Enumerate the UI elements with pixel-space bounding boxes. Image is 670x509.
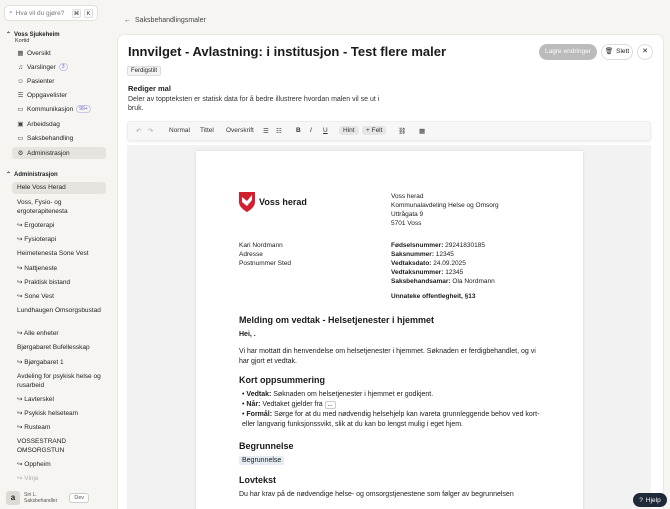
summary-list: • Vedtak: Søknaden om helsetjenester i hjemmet er godkjent. • Når: Vedtaket gjelder fra ... • Formål: Sørge for at du med nødvendig helsehjelp kan ivareta grunnleggende behov ved kort- eller langvarig funksjonssvikt, slik at du kan bo lengst mulig i eget hjem. <box>242 390 542 430</box>
italic-button[interactable]: I <box>310 127 312 134</box>
sidebar-item-oppgavelister[interactable]: ☰ Oppgavelister <box>17 91 68 99</box>
trash-icon: 🗑 <box>604 48 614 55</box>
unit-lundhaugen[interactable]: Lundhaugen Omsorgsbustad <box>17 307 101 314</box>
unit-oppheim[interactable]: ↪ Oppheim <box>17 461 51 468</box>
shortcut-cmd: ⌘ <box>73 10 80 17</box>
arrow-right-icon: ↪ <box>17 410 25 417</box>
folder-icon: ▭ <box>17 135 24 142</box>
delete-button[interactable]: 🗑 Slett <box>601 44 633 60</box>
search-icon: ⌕ <box>9 9 13 16</box>
unit-fysioterapi[interactable]: ↪ Fysioterapi <box>17 236 57 243</box>
bold-button[interactable]: B <box>296 127 301 134</box>
recipient-address: Kari Nordmann Adresse Postnummer Sted <box>239 242 292 267</box>
redo-icon[interactable]: ↷ <box>148 128 154 135</box>
search-box[interactable] <box>4 5 98 21</box>
message-badge: 99+ <box>76 105 90 113</box>
sidebar <box>0 0 113 509</box>
unit-psykisk-helseteam[interactable]: ↪ Psykisk helseteam <box>17 410 79 417</box>
unit-alle-enheter[interactable]: ↪ Alle enheter <box>17 330 59 337</box>
user-footer <box>0 487 113 509</box>
doc-heading-reason: Begrunnelse <box>239 441 294 451</box>
hint-button[interactable]: Hint <box>339 126 359 135</box>
arrow-right-icon: ↪ <box>17 265 25 272</box>
admin-section-toggle[interactable]: ⌃ Administrasjon <box>6 171 58 178</box>
case-metadata: Fødselsnummer: 29241830185 Saksnummer: 12345 Vedtaksdato: 24.09.2025 Vedtaksnummer: 12345 Saksbehandsamar: Ola Nordmann Unnateke offentlegheit, §13 <box>391 242 495 300</box>
bell-icon: ♫ <box>18 63 23 71</box>
doc-law-text: Du har krav på de nødvendige helse- og omsorgstjenestene som følger av begrunnelsen <box>239 491 514 498</box>
save-button[interactable]: Lagre endringer <box>539 44 597 60</box>
page-title: Innvilget - Avlastning: i institusjon - Test flere maler <box>128 44 447 59</box>
chevron-up-icon: ⌃ <box>6 32 12 38</box>
arrow-right-icon: ↪ <box>17 293 25 300</box>
reason-field[interactable]: Begrunnelse <box>239 456 539 466</box>
doc-greeting: Hei, . <box>239 331 256 338</box>
document-page[interactable] <box>196 151 583 509</box>
arrow-right-icon: ↪ <box>17 236 25 243</box>
edit-heading: Rediger mal <box>128 84 171 93</box>
sidebar-item-kommunikasjon[interactable]: ▭ Kommunikasjon 99+ <box>12 103 106 115</box>
search-placeholder: Hva vil du gjøre? <box>15 9 65 17</box>
org-section-toggle[interactable]: ⌃ Voss Sjukeheim <box>6 31 60 38</box>
shortcut-k: K <box>84 9 93 18</box>
brand-logo: Voss herad <box>238 191 307 213</box>
sidebar-item-saksbehandling[interactable]: ▭ Saksbehandling <box>17 134 74 142</box>
users-icon: ☺ <box>17 77 24 85</box>
unit-heimetenesta[interactable]: Heimetenesta Sone Vest <box>17 250 89 257</box>
link-icon[interactable]: ⛓ <box>398 128 407 135</box>
environment-badge: Dev <box>69 493 89 503</box>
coat-of-arms-icon <box>238 191 256 213</box>
table-icon[interactable]: ▦ <box>419 128 426 135</box>
unit-nattjeneste[interactable]: ↪ Nattjeneste <box>17 265 58 272</box>
chat-icon: ▭ <box>17 106 24 113</box>
unit-praktisk-bistand[interactable]: ↪ Praktisk bistand <box>17 279 71 286</box>
unit-bjorgabaret-bufellesskap[interactable]: Bjørgabaret Bufellesskap <box>17 344 90 351</box>
calendar-icon: ▣ <box>17 121 24 128</box>
format-normal[interactable]: Normal <box>169 127 190 134</box>
sidebar-item-pasienter[interactable]: ☺ Pasienter <box>17 77 55 85</box>
close-icon: ✕ <box>642 48 648 55</box>
add-field-button[interactable]: + Felt <box>362 126 386 135</box>
ordered-list-icon[interactable]: ☷ <box>276 128 282 135</box>
doc-intro: Vi har mottatt din henvendelse om helsetjenester i hjemmet. Søknaden er ferdigbehandlet, og vi har gjort et vedtak. <box>239 348 536 365</box>
arrow-right-icon: ↪ <box>17 222 25 229</box>
status-badge: Ferdigstilt <box>127 66 161 76</box>
user-info[interactable]: Siri L. Saksbehandler <box>24 492 58 504</box>
unit-vinje[interactable]: ↪ Vinje <box>17 475 39 482</box>
doc-heading-summary: Kort oppsummering <box>239 375 326 385</box>
arrow-right-icon: ↪ <box>17 359 25 366</box>
unit-psykisk-helse-rus[interactable]: Avdeling for psykisk helse og rusarbeid <box>17 373 101 389</box>
close-button[interactable] <box>637 44 653 60</box>
unit-rusteam[interactable]: ↪ Rusteam <box>17 424 51 431</box>
arrow-left-icon: ← <box>124 17 131 24</box>
sidebar-item-arbeidsdag[interactable]: ▣ Arbeidsdag <box>17 120 60 128</box>
undo-icon[interactable]: ↶ <box>136 128 142 135</box>
edit-description: Deler av toppteksten er statisk data for å bedre illustrere hvordan malen vil se ut i bruk. <box>128 96 380 112</box>
template-editor-panel <box>118 35 663 509</box>
format-heading[interactable]: Overskrift <box>226 127 254 134</box>
org-subtitle: Kortid <box>15 38 30 44</box>
arrow-right-icon: ↪ <box>17 475 25 482</box>
editor-toolbar <box>127 121 651 141</box>
app-logo: a <box>6 491 20 505</box>
grid-icon: ▦ <box>17 50 24 57</box>
arrow-right-icon: ↪ <box>17 279 25 286</box>
unit-hele-voss-herad[interactable]: Hele Voss Herad <box>12 182 106 194</box>
sidebar-item-varslinger[interactable]: ♫ Varslinger 3 <box>12 61 106 73</box>
list-icon: ☰ <box>17 92 24 99</box>
sidebar-item-administrasjon[interactable]: ⚙ Administrasjon <box>12 147 106 159</box>
unit-sone-vest[interactable]: ↪ Sone Vest <box>17 293 54 300</box>
doc-heading-main: Melding om vedtak - Helsetjenester i hjemmet <box>239 315 435 325</box>
sidebar-item-oversikt[interactable]: ▦ Oversikt <box>17 49 51 57</box>
underline-button[interactable]: U <box>323 127 328 134</box>
chevron-up-icon: ⌃ <box>6 172 12 178</box>
arrow-right-icon: ↪ <box>17 330 24 337</box>
gear-icon: ⚙ <box>17 150 24 157</box>
date-field-chip[interactable]: ... <box>325 401 336 409</box>
bullet-list-icon[interactable]: ☰ <box>263 128 269 135</box>
back-link[interactable]: ← Saksbehandlingsmaler <box>124 17 206 24</box>
doc-heading-law: Lovtekst <box>239 475 277 485</box>
unit-vossestrand[interactable]: VOSSESTRAND OMSORGSTUN <box>17 438 67 454</box>
help-icon: ? <box>639 496 643 504</box>
format-title[interactable]: Tittel <box>200 127 214 134</box>
document-canvas <box>127 145 651 509</box>
notification-badge: 3 <box>59 63 68 71</box>
help-button[interactable]: ? Hjelp <box>633 493 667 507</box>
unit-bjorgabaret-1[interactable]: ↪ Bjørgabaret 1 <box>17 359 64 366</box>
arrow-right-icon: ↪ <box>17 461 25 468</box>
unit-lavterskel[interactable]: ↪ Lavterskel <box>17 396 54 403</box>
unit-ergoterapi[interactable]: ↪ Ergoterapi <box>17 222 55 229</box>
unit-fysio-ergo[interactable]: Voss, Fysio- og ergoterapitenesta <box>17 199 68 215</box>
arrow-right-icon: ↪ <box>17 424 25 431</box>
arrow-right-icon: ↪ <box>17 396 25 403</box>
sender-address: Voss herad Kommunalavdeling Helse og Omsorg Uttrågata 9 5701 Voss <box>391 193 499 227</box>
